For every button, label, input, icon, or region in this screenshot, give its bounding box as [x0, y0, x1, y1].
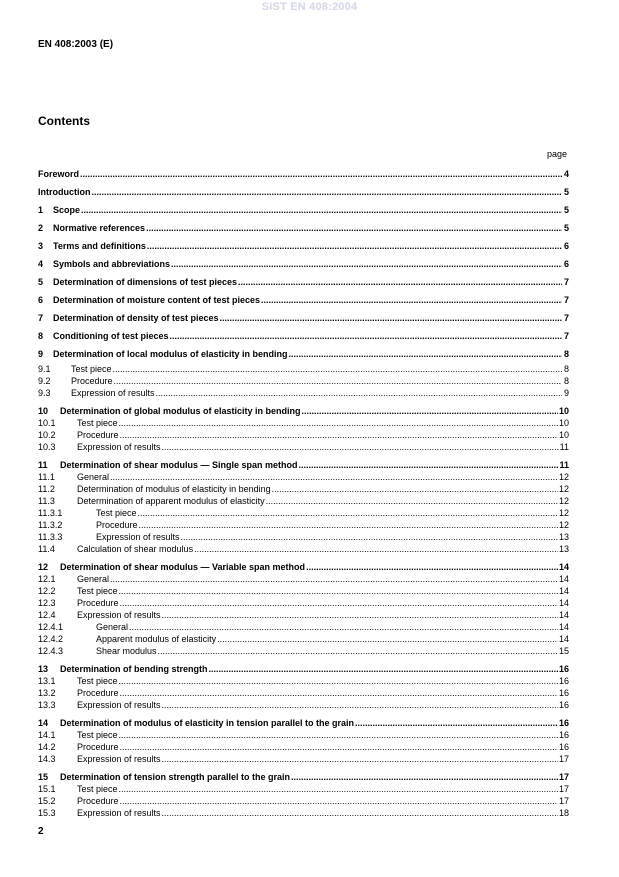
toc-entry-number: 14.1 — [38, 730, 56, 740]
toc-entry[interactable] — [38, 363, 569, 375]
toc-leader-dots — [120, 687, 558, 699]
toc-leader-dots — [114, 375, 562, 387]
toc-entry[interactable] — [38, 741, 569, 753]
toc-entry-title: Expression of results — [96, 532, 180, 542]
toc-entry-page: 13 — [558, 532, 569, 542]
toc-leader-dots — [110, 471, 558, 483]
toc-entry-number: 14.3 — [38, 754, 56, 764]
toc-entry-title: Determination of local modulus of elasticity in bending — [53, 349, 288, 359]
toc-entry-title: Determination of dimensions of test pieces — [53, 277, 238, 287]
toc-entry-number: 10.3 — [38, 442, 56, 452]
toc-entry-number: 10.1 — [38, 418, 56, 428]
toc-entry-number: 11.2 — [38, 484, 55, 494]
toc-entry[interactable] — [38, 519, 569, 531]
toc-entry-title: Determination of shear modulus — Single span method — [60, 460, 298, 470]
toc-entry-page: 16 — [558, 664, 569, 674]
toc-entry-number: 8 — [38, 331, 44, 341]
toc-entry[interactable] — [38, 573, 569, 585]
toc-entry-number: 14.2 — [38, 742, 56, 752]
toc-leader-dots — [162, 609, 558, 621]
toc-entry-number: 11.3.2 — [38, 520, 63, 530]
toc-entry-page: 16 — [558, 730, 569, 740]
toc-entry-page: 14 — [558, 586, 569, 596]
toc-entry-number: 5 — [38, 277, 44, 287]
toc-leader-dots — [120, 741, 558, 753]
toc-entry-number: 3 — [38, 241, 44, 251]
toc-leader-dots — [299, 459, 559, 471]
toc-entry-number: 2 — [38, 223, 44, 233]
toc-entry-title: Determination of bending strength — [60, 664, 208, 674]
toc-entry-title: Expression of results — [77, 700, 161, 710]
toc-leader-dots — [238, 273, 562, 291]
toc-leader-dots — [162, 807, 558, 819]
toc-entry[interactable] — [38, 561, 569, 573]
toc-entry-number: 12.1 — [38, 574, 56, 584]
toc-leader-dots — [217, 633, 558, 645]
toc-entry-number: 1 — [38, 205, 44, 215]
toc-entry[interactable] — [38, 255, 569, 273]
toc-entry-page: 5 — [563, 187, 569, 197]
toc-entry-page: 8 — [563, 349, 569, 359]
toc-leader-dots — [119, 675, 558, 687]
toc-entry-title: Calculation of shear modulus — [77, 544, 194, 554]
toc-leader-dots — [81, 201, 562, 219]
toc-entry[interactable] — [38, 645, 569, 657]
toc-entry-page: 13 — [558, 544, 569, 554]
toc-entry-page: 17 — [558, 784, 569, 794]
toc-entry[interactable] — [38, 183, 569, 201]
toc-leader-dots — [162, 753, 558, 765]
toc-leader-dots — [306, 561, 558, 573]
toc-entry-title: Expression of results — [77, 442, 161, 452]
toc-leader-dots — [146, 219, 562, 237]
toc-entry-page: 12 — [558, 484, 569, 494]
toc-entry-number: 15 — [38, 772, 49, 782]
toc-entry-title: Procedure — [77, 796, 119, 806]
toc-leader-dots — [156, 387, 562, 399]
toc-entry-title: Shear modulus — [96, 646, 157, 656]
toc-entry[interactable] — [38, 483, 569, 495]
document-id: EN 408:2003 (E) — [38, 39, 114, 50]
toc-entry-title: Test piece — [77, 676, 118, 686]
toc-leader-dots — [194, 543, 558, 555]
toc-entry[interactable] — [38, 387, 569, 399]
toc-entry-title: Foreword — [38, 169, 80, 179]
toc-leader-dots — [158, 645, 558, 657]
toc-entry-page: 4 — [563, 169, 569, 179]
toc-entry-number: 12.3 — [38, 598, 56, 608]
toc-entry-page: 10 — [558, 430, 569, 440]
toc-entry-number: 15.1 — [38, 784, 56, 794]
toc-entry-number: 11.1 — [38, 472, 55, 482]
toc-entry[interactable] — [38, 687, 569, 699]
page-column-label: page — [546, 149, 567, 159]
toc-entry-number: 9.2 — [38, 376, 51, 386]
toc-leader-dots — [119, 417, 558, 429]
toc-entry-title: General — [96, 622, 129, 632]
toc-entry-number: 12.4.2 — [38, 634, 64, 644]
toc-entry-title: Expression of results — [77, 610, 161, 620]
toc-entry-number: 11.3.3 — [38, 532, 63, 542]
toc-entry-title: Conditioning of test pieces — [53, 331, 169, 341]
toc-entry-title: Test piece — [77, 418, 118, 428]
toc-entry[interactable] — [38, 237, 569, 255]
toc-entry-title: Determination of modulus of elasticity in tension parallel to the grain — [60, 718, 355, 728]
toc-entry-title: Test piece — [77, 730, 118, 740]
toc-entry-number: 12 — [38, 562, 49, 572]
toc-entry[interactable] — [38, 783, 569, 795]
toc-entry-page: 8 — [563, 376, 569, 386]
toc-entry-page: 16 — [558, 700, 569, 710]
toc-leader-dots — [119, 585, 558, 597]
toc-entry-page: 8 — [563, 364, 569, 374]
toc-leader-dots — [92, 183, 563, 201]
toc-leader-dots — [171, 255, 562, 273]
toc-entry-number: 7 — [38, 313, 44, 323]
toc-entry-title: Determination of shear modulus — Variable span method — [60, 562, 306, 572]
toc-entry-number: 15.3 — [38, 808, 56, 818]
toc-leader-dots — [209, 663, 558, 675]
toc-entry-page: 9 — [563, 388, 569, 398]
toc-entry[interactable] — [38, 507, 569, 519]
toc-entry-title: Determination of global modulus of elasticity in bending — [60, 406, 301, 416]
toc-leader-dots — [138, 507, 558, 519]
toc-entry-page: 7 — [563, 295, 569, 305]
toc-leader-dots — [80, 165, 562, 183]
toc-entry-number: 9.1 — [38, 364, 51, 374]
toc-entry-page: 11 — [559, 442, 569, 452]
toc-entry-title: Test piece — [77, 586, 118, 596]
toc-leader-dots — [119, 783, 558, 795]
toc-entry-number: 4 — [38, 259, 44, 269]
toc-entry-page: 5 — [563, 205, 569, 215]
toc-leader-dots — [147, 237, 562, 255]
toc-entry-page: 14 — [558, 562, 569, 572]
toc-leader-dots — [261, 291, 562, 309]
table-of-contents — [38, 165, 569, 819]
toc-entry-page: 10 — [558, 406, 569, 416]
toc-entry-page: 14 — [558, 634, 569, 644]
toc-entry-number: 14 — [38, 718, 49, 728]
toc-leader-dots — [162, 699, 558, 711]
toc-entry-page: 17 — [558, 754, 569, 764]
toc-entry[interactable] — [38, 495, 569, 507]
toc-entry-number: 12.4 — [38, 610, 56, 620]
toc-entry[interactable] — [38, 663, 569, 675]
toc-entry-number: 9 — [38, 349, 44, 359]
toc-entry-title: Test piece — [71, 364, 112, 374]
toc-leader-dots — [291, 771, 558, 783]
toc-entry[interactable] — [38, 165, 569, 183]
toc-entry-number: 12.4.1 — [38, 622, 64, 632]
toc-entry[interactable] — [38, 729, 569, 741]
toc-leader-dots — [302, 405, 558, 417]
toc-entry-page: 7 — [563, 313, 569, 323]
toc-entry[interactable] — [38, 585, 569, 597]
toc-entry-page: 12 — [558, 508, 569, 518]
toc-entry-page: 17 — [558, 796, 569, 806]
toc-entry-title: Expression of results — [71, 388, 155, 398]
toc-entry-page: 12 — [558, 472, 569, 482]
toc-entry-title: Terms and definitions — [53, 241, 146, 251]
toc-entry-number: 12.4.3 — [38, 646, 64, 656]
toc-leader-dots — [120, 795, 558, 807]
toc-entry-title: Procedure — [77, 688, 119, 698]
toc-entry-title: Scope — [53, 205, 81, 215]
toc-entry-page: 7 — [563, 331, 569, 341]
toc-entry-page: 5 — [563, 223, 569, 233]
toc-entry[interactable] — [38, 609, 569, 621]
toc-entry[interactable] — [38, 753, 569, 765]
toc-leader-dots — [129, 621, 558, 633]
toc-entry[interactable] — [38, 699, 569, 711]
toc-entry-title: Determination of moisture content of test pieces — [53, 295, 261, 305]
toc-entry[interactable] — [38, 405, 569, 417]
toc-entry-number: 13.3 — [38, 700, 56, 710]
toc-entry-title: Determination of apparent modulus of elasticity — [77, 496, 265, 506]
toc-entry-title: Introduction — [38, 187, 91, 197]
toc-entry[interactable] — [38, 429, 569, 441]
toc-entry-page: 16 — [558, 742, 569, 752]
toc-entry-title: Procedure — [96, 520, 138, 530]
toc-entry[interactable] — [38, 219, 569, 237]
contents-title: Contents — [38, 114, 90, 128]
toc-entry[interactable] — [38, 717, 569, 729]
toc-entry-number: 11.4 — [38, 544, 55, 554]
toc-entry-number: 15.2 — [38, 796, 56, 806]
toc-entry[interactable] — [38, 633, 569, 645]
toc-entry-title: Determination of modulus of elasticity in bending — [77, 484, 271, 494]
toc-leader-dots — [139, 519, 558, 531]
toc-entry[interactable] — [38, 621, 569, 633]
toc-entry-page: 18 — [558, 808, 569, 818]
toc-entry-page: 14 — [558, 622, 569, 632]
toc-leader-dots — [120, 429, 558, 441]
toc-leader-dots — [220, 309, 562, 327]
toc-entry[interactable] — [38, 675, 569, 687]
watermark: SIST EN 408:2004 — [261, 1, 358, 13]
toc-entry-number: 13.1 — [38, 676, 56, 686]
toc-entry-title: Procedure — [77, 742, 119, 752]
toc-entry-number: 12.2 — [38, 586, 56, 596]
toc-entry-title: Normative references — [53, 223, 146, 233]
toc-entry-number: 10.2 — [38, 430, 56, 440]
toc-leader-dots — [170, 327, 562, 345]
toc-entry-title: Test piece — [77, 784, 118, 794]
toc-leader-dots — [120, 597, 558, 609]
toc-entry[interactable] — [38, 417, 569, 429]
toc-entry-page: 7 — [563, 277, 569, 287]
toc-entry-page: 12 — [558, 496, 569, 506]
toc-entry-number: 9.3 — [38, 388, 51, 398]
toc-entry-page: 15 — [558, 646, 569, 656]
toc-entry-title: Procedure — [77, 598, 119, 608]
toc-entry[interactable] — [38, 771, 569, 783]
toc-entry-number: 11 — [38, 460, 48, 470]
toc-leader-dots — [119, 729, 558, 741]
toc-entry-page: 16 — [558, 688, 569, 698]
toc-entry-number: 10 — [38, 406, 49, 416]
toc-entry-title: Procedure — [71, 376, 113, 386]
toc-entry-title: Determination of tension strength parallel to the grain — [60, 772, 291, 782]
toc-entry-title: Apparent modulus of elasticity — [96, 634, 217, 644]
toc-entry[interactable] — [38, 441, 569, 453]
toc-entry[interactable] — [38, 459, 569, 471]
toc-entry-page: 14 — [558, 598, 569, 608]
toc-entry-title: General — [77, 472, 110, 482]
toc-entry[interactable] — [38, 309, 569, 327]
toc-entry[interactable] — [38, 795, 569, 807]
toc-entry-number: 6 — [38, 295, 44, 305]
toc-entry-title: Determination of density of test pieces — [53, 313, 219, 323]
toc-entry[interactable] — [38, 273, 569, 291]
toc-entry[interactable] — [38, 345, 569, 363]
toc-entry[interactable] — [38, 201, 569, 219]
footer-page-number: 2 — [38, 826, 44, 837]
toc-entry[interactable] — [38, 543, 569, 555]
toc-entry-number: 11.3 — [38, 496, 55, 506]
toc-entry[interactable] — [38, 597, 569, 609]
toc-entry-number: 11.3.1 — [38, 508, 63, 518]
toc-entry-page: 12 — [558, 520, 569, 530]
toc-entry-page: 6 — [563, 241, 569, 251]
toc-entry[interactable] — [38, 531, 569, 543]
toc-leader-dots — [355, 717, 558, 729]
toc-entry-title: Expression of results — [77, 754, 161, 764]
toc-entry-number: 13 — [38, 664, 49, 674]
toc-leader-dots — [162, 441, 559, 453]
toc-entry[interactable] — [38, 375, 569, 387]
toc-leader-dots — [110, 573, 558, 585]
toc-entry[interactable] — [38, 807, 569, 819]
toc-leader-dots — [266, 495, 558, 507]
toc-entry[interactable] — [38, 291, 569, 309]
toc-leader-dots — [272, 483, 558, 495]
toc-leader-dots — [113, 363, 562, 375]
toc-entry[interactable] — [38, 327, 569, 345]
toc-entry-page: 11 — [559, 460, 569, 470]
toc-entry-page: 10 — [558, 418, 569, 428]
toc-leader-dots — [289, 345, 562, 363]
toc-entry[interactable] — [38, 471, 569, 483]
toc-entry-page: 14 — [558, 574, 569, 584]
toc-entry-number: 13.2 — [38, 688, 56, 698]
toc-entry-title: General — [77, 574, 110, 584]
toc-entry-page: 16 — [558, 718, 569, 728]
toc-entry-page: 17 — [558, 772, 569, 782]
toc-entry-page: 6 — [563, 259, 569, 269]
toc-entry-title: Procedure — [77, 430, 119, 440]
toc-entry-title: Symbols and abbreviations — [53, 259, 171, 269]
toc-leader-dots — [181, 531, 558, 543]
toc-entry-page: 16 — [558, 676, 569, 686]
toc-entry-title: Test piece — [96, 508, 137, 518]
toc-entry-page: 14 — [558, 610, 569, 620]
toc-entry-title: Expression of results — [77, 808, 161, 818]
